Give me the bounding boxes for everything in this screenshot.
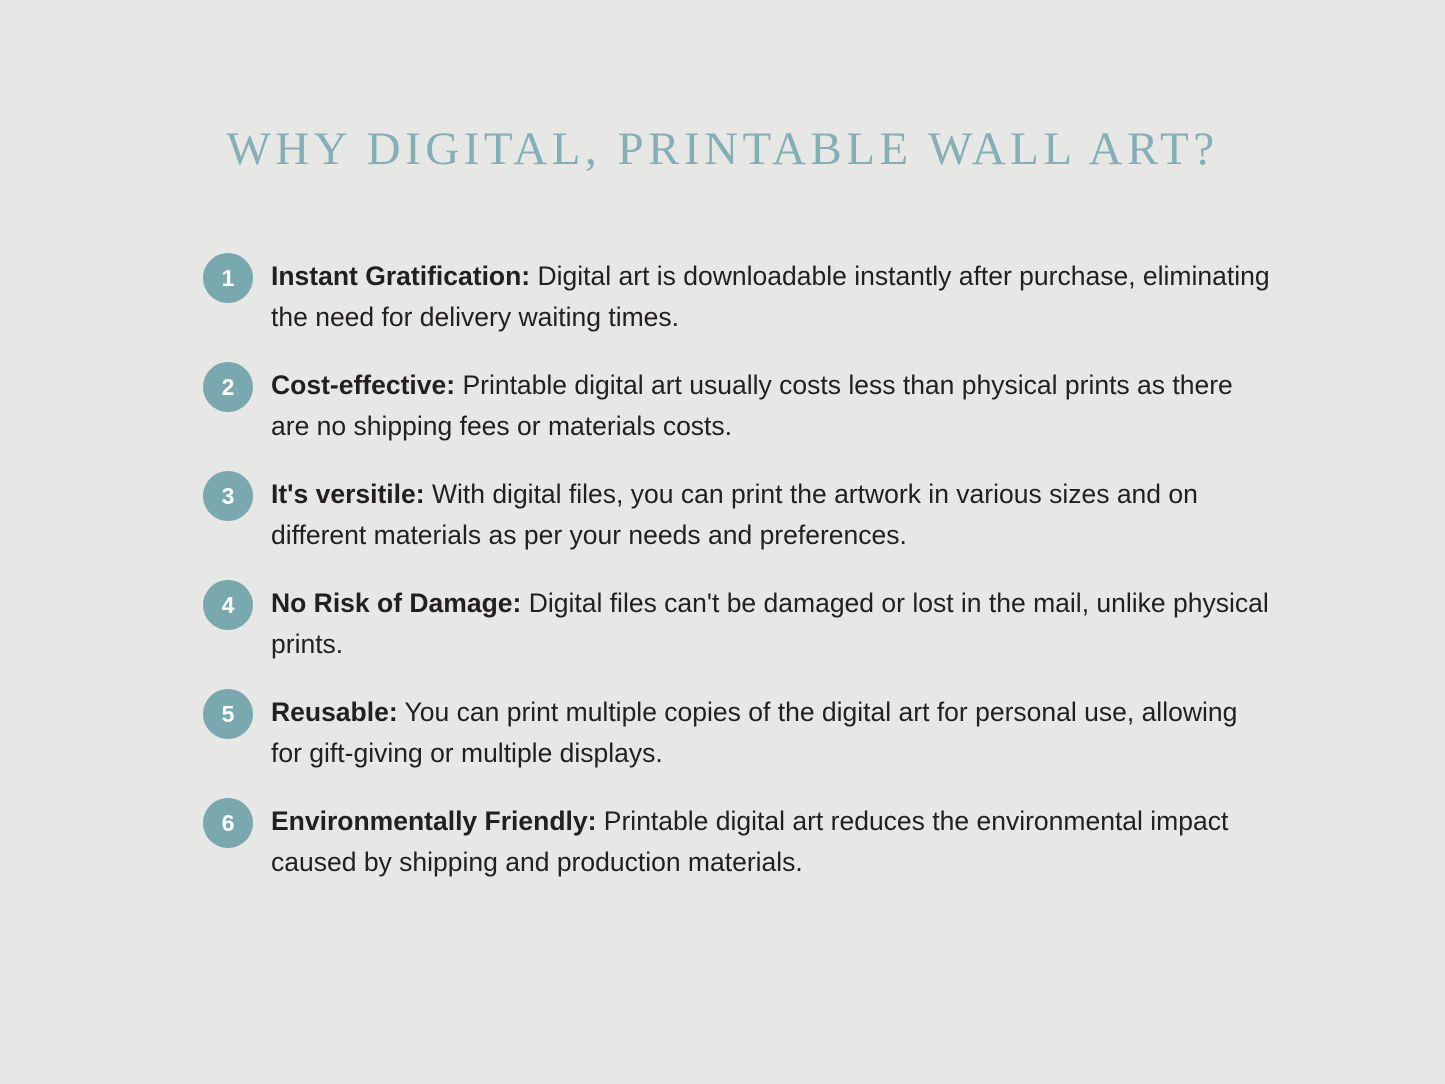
list-item-number-badge: 2	[203, 362, 253, 412]
list-item-body: Digital files can't be damaged or lost in the mail, unlike physical prints.	[271, 588, 1269, 659]
list-item-body: With digital files, you can print the artwork in various sizes and on different materials as per your needs and preferences.	[271, 479, 1198, 550]
list-item-text	[271, 468, 1273, 556]
list-item-text	[271, 250, 1273, 338]
list-item	[203, 795, 1273, 883]
list-item-body: Digital art is downloadable instantly after purchase, eliminating the need for delivery waiting times.	[271, 261, 1270, 332]
list-item-heading: Environmentally Friendly:	[271, 806, 597, 836]
list-item-text	[271, 577, 1273, 665]
benefits-list	[203, 250, 1273, 904]
list-item-text	[271, 795, 1273, 883]
list-item-text	[271, 359, 1273, 447]
list-item-heading: Cost-effective:	[271, 370, 456, 400]
list-item-body: You can print multiple copies of the digital art for personal use, allowing for gift-giving or multiple displays.	[271, 697, 1238, 768]
list-item-number-badge: 3	[203, 471, 253, 521]
list-item-text	[271, 686, 1273, 774]
list-item-number-badge: 5	[203, 689, 253, 739]
list-item-heading: Reusable:	[271, 697, 398, 727]
list-item-heading: It's versitile:	[271, 479, 425, 509]
list-item-number-badge: 6	[203, 798, 253, 848]
list-item-heading: Instant Gratification:	[271, 261, 531, 291]
list-item-number-badge: 1	[203, 253, 253, 303]
list-item-body: Printable digital art usually costs less than physical prints as there are no shipping fees or materials costs.	[271, 370, 1233, 441]
list-item-heading: No Risk of Damage:	[271, 588, 522, 618]
list-item	[203, 468, 1273, 556]
list-item	[203, 577, 1273, 665]
list-item	[203, 686, 1273, 774]
list-item	[203, 359, 1273, 447]
page-title: WHY DIGITAL, PRINTABLE WALL ART?	[226, 123, 1219, 175]
list-item-body: Printable digital art reduces the environmental impact caused by shipping and production materials.	[271, 806, 1229, 877]
list-item	[203, 250, 1273, 338]
list-item-number-badge: 4	[203, 580, 253, 630]
